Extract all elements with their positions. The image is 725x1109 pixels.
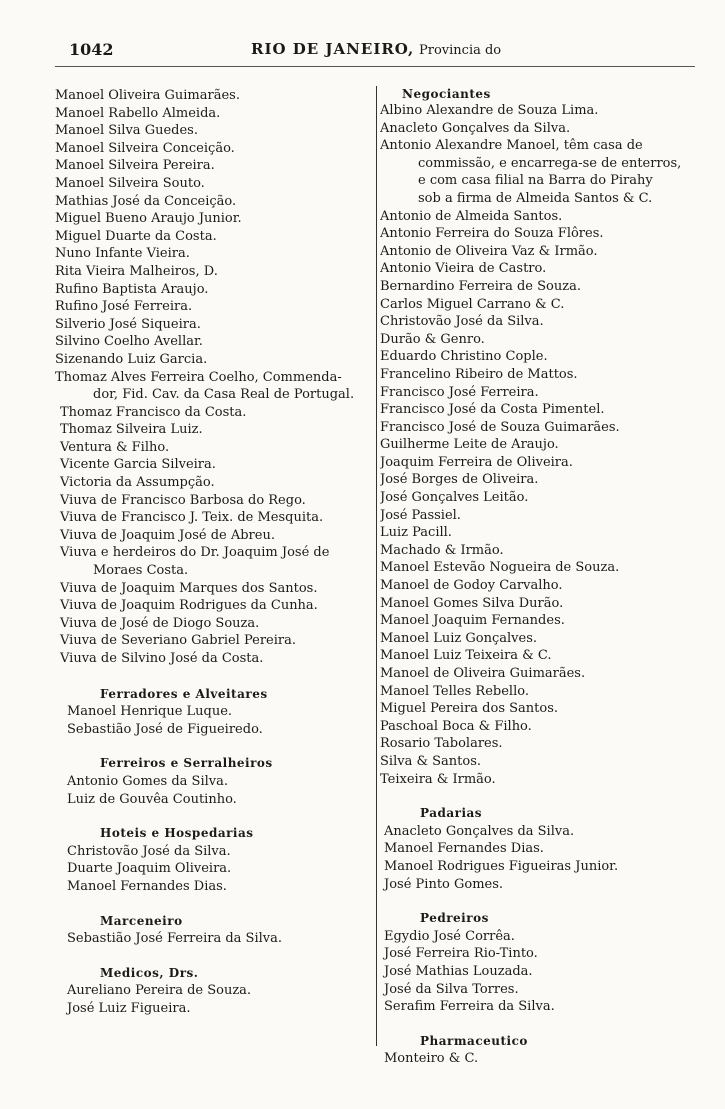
- list-item: Manoel Silveira Pereira.: [55, 158, 215, 174]
- list-item: Manoel Fernandes Dias.: [384, 841, 544, 857]
- list-item: Carlos Miguel Carrano & C.: [380, 296, 565, 312]
- list-item: Mathias José da Conceição.: [55, 193, 237, 209]
- list-item: Christovão José da Silva.: [380, 314, 544, 330]
- list-item: Anacleto Gonçalves da Silva.: [384, 823, 575, 839]
- list-item: Manoel Luiz Gonçalves.: [380, 630, 538, 646]
- list-item: Francisco José da Costa Pimentel.: [380, 402, 605, 418]
- list-item: Paschoal Boca & Filho.: [380, 718, 532, 734]
- list-item: Antonio Ferreira do Souza Flôres.: [380, 226, 604, 242]
- section-heading: Negociantes: [402, 87, 491, 101]
- list-item: Rufino José Ferreira.: [55, 299, 193, 315]
- list-item: Manoel Fernandes Dias.: [67, 878, 227, 894]
- list-item: José Luiz Figueira.: [67, 1000, 191, 1016]
- list-item: Manoel Luiz Teixeira & C.: [380, 648, 552, 664]
- page-number: 1042: [69, 40, 114, 59]
- list-item: Sebastião José Ferreira da Silva.: [67, 931, 283, 947]
- section-heading: Hoteis e Hospedarias: [100, 826, 254, 841]
- list-item: Luiz de Gouvêa Coutinho.: [67, 791, 237, 807]
- section-heading: Pedreiros: [420, 911, 489, 926]
- list-item: dor, Fid. Cav. da Casa Real de Portugal.: [93, 387, 355, 403]
- list-item: Miguel Bueno Araujo Junior.: [55, 211, 242, 227]
- right-column: [376, 86, 702, 1067]
- list-item: Francelino Ribeiro de Mattos.: [380, 366, 578, 382]
- list-item: José Passiel.: [380, 507, 461, 523]
- list-item: commissão, e encarrega-se de enterros,: [418, 155, 682, 171]
- section-heading: Ferradores e Alveitares: [100, 686, 268, 701]
- list-item: Viuva de Joaquim José de Abreu.: [60, 527, 275, 543]
- list-item: Vicente Garcia Silveira.: [60, 457, 216, 473]
- list-item: Silverio José Siqueira.: [55, 316, 201, 332]
- list-item: Manoel Joaquim Fernandes.: [380, 613, 565, 629]
- list-item: Manoel de Oliveira Guimarães.: [380, 666, 586, 681]
- running-head-subtitle: Provincia do: [419, 43, 502, 58]
- section-heading: Ferreiros e Serralheiros: [100, 756, 273, 771]
- section-heading: Padarias: [420, 806, 483, 821]
- list-item: Ventura & Filho.: [60, 439, 170, 455]
- list-item: Thomaz Alves Ferreira Coelho, Commenda-: [55, 369, 342, 385]
- list-item: Sizenando Luiz Garcia.: [55, 351, 208, 367]
- list-item: Viuva e herdeiros do Dr. Joaquim José de: [60, 545, 330, 561]
- list-item: Silvino Coelho Avellar.: [55, 334, 203, 350]
- list-item: Duarte Joaquim Oliveira.: [67, 861, 232, 877]
- list-item: José Borges de Oliveira.: [380, 472, 539, 488]
- list-item: Manoel Rodrigues Figueiras Junior.: [384, 858, 619, 874]
- list-item: Rosario Tabolares.: [380, 736, 503, 752]
- list-item: Manoel Silveira Conceição.: [55, 140, 235, 156]
- list-item: Thomaz Francisco da Costa.: [60, 404, 247, 420]
- list-item: Viuva de José de Diogo Souza.: [60, 615, 260, 631]
- list-item: Viuva de Severiano Gabriel Pereira.: [60, 633, 296, 649]
- list-item: Rufino Baptista Araujo.: [55, 281, 209, 297]
- list-item: Manoel Estevão Nogueira de Souza.: [380, 560, 620, 576]
- list-item: José Ferreira Rio-Tinto.: [384, 946, 538, 962]
- list-item: Machado & Irmão.: [380, 542, 504, 558]
- list-item: Viuva de Joaquim Marques dos Santos.: [60, 580, 318, 596]
- header-rule: [55, 66, 695, 67]
- list-item: Albino Alexandre de Souza Lima.: [380, 103, 599, 118]
- list-item: Antonio Alexandre Manoel, têm casa de: [380, 138, 643, 154]
- page-header: [55, 40, 720, 64]
- list-item: Durão & Genro.: [380, 331, 485, 347]
- list-item: Moraes Costa.: [93, 563, 189, 579]
- list-item: Eduardo Christino Cople.: [380, 349, 548, 365]
- running-head: [251, 40, 501, 58]
- section-heading: Medicos, Drs.: [100, 965, 199, 980]
- list-item: Miguel Duarte da Costa.: [55, 228, 217, 244]
- list-item: Antonio Gomes da Silva.: [67, 773, 228, 789]
- list-item: Joaquim Ferreira de Oliveira.: [380, 454, 573, 470]
- list-item: Thomaz Silveira Luiz.: [60, 422, 203, 438]
- list-item: Antonio de Oliveira Vaz & Irmão.: [380, 243, 598, 259]
- list-item: sob a firma de Almeida Santos & C.: [418, 190, 653, 206]
- list-item: Manoel Henrique Luque.: [67, 704, 233, 720]
- list-item: Bernardino Ferreira de Souza.: [380, 278, 581, 294]
- section-heading: Marceneiro: [100, 913, 183, 928]
- list-item: José da Silva Torres.: [384, 981, 519, 997]
- list-item: Manoel Silva Guedes.: [55, 123, 198, 139]
- list-item: Viuva de Francisco Barbosa do Rego.: [60, 492, 306, 508]
- running-head-title: RIO DE JANEIRO,: [251, 40, 415, 58]
- list-item: Egydio José Corrêa.: [384, 928, 515, 944]
- list-item: Rita Vieira Malheiros, D.: [55, 263, 218, 279]
- list-item: Miguel Pereira dos Santos.: [380, 701, 559, 717]
- list-item: José Pinto Gomes.: [384, 876, 504, 892]
- list-item: Viuva de Joaquim Rodrigues da Cunha.: [60, 598, 318, 614]
- list-item: e com casa filial na Barra do Pirahy: [418, 173, 653, 189]
- left-column: [55, 87, 373, 1018]
- list-item: Luiz Pacill.: [380, 525, 452, 541]
- list-item: Nuno Infante Vieira.: [55, 246, 190, 262]
- list-item: Serafim Ferreira da Silva.: [384, 999, 555, 1015]
- list-item: Guilherme Leite de Araujo.: [380, 437, 559, 453]
- list-item: José Mathias Louzada.: [384, 963, 533, 979]
- list-item: Manoel Rabello Almeida.: [55, 105, 221, 121]
- list-item: Anacleto Gonçalves da Silva.: [380, 120, 571, 136]
- list-item: Antonio de Almeida Santos.: [380, 208, 563, 224]
- list-item: Antonio Vieira de Castro.: [380, 261, 547, 277]
- list-item: Manoel de Godoy Carvalho.: [380, 578, 563, 594]
- list-item: José Gonçalves Leitão.: [380, 490, 529, 506]
- list-item: Sebastião José de Figueiredo.: [67, 721, 263, 737]
- list-item: Victoria da Assumpção.: [60, 475, 215, 491]
- list-item: Silva & Santos.: [380, 753, 482, 769]
- list-item: Teixeira & Irmão.: [380, 771, 496, 787]
- list-item: Manoel Silveira Souto.: [55, 175, 205, 191]
- list-item: Monteiro & C.: [384, 1051, 479, 1067]
- list-item: Viuva de Francisco J. Teix. de Mesquita.: [60, 510, 324, 526]
- section-heading: Pharmaceutico: [420, 1033, 528, 1048]
- list-item: Manoel Gomes Silva Durão.: [380, 595, 564, 611]
- list-item: Manoel Telles Rebello.: [380, 683, 529, 699]
- list-item: Francisco José de Souza Guimarães.: [380, 419, 620, 435]
- list-item: Viuva de Silvino José da Costa.: [60, 651, 264, 666]
- list-item: Francisco José Ferreira.: [380, 384, 539, 400]
- list-item: Aureliano Pereira de Souza.: [67, 983, 252, 999]
- list-item: Manoel Oliveira Guimarães.: [55, 88, 240, 103]
- list-item: Christovão José da Silva.: [67, 843, 231, 859]
